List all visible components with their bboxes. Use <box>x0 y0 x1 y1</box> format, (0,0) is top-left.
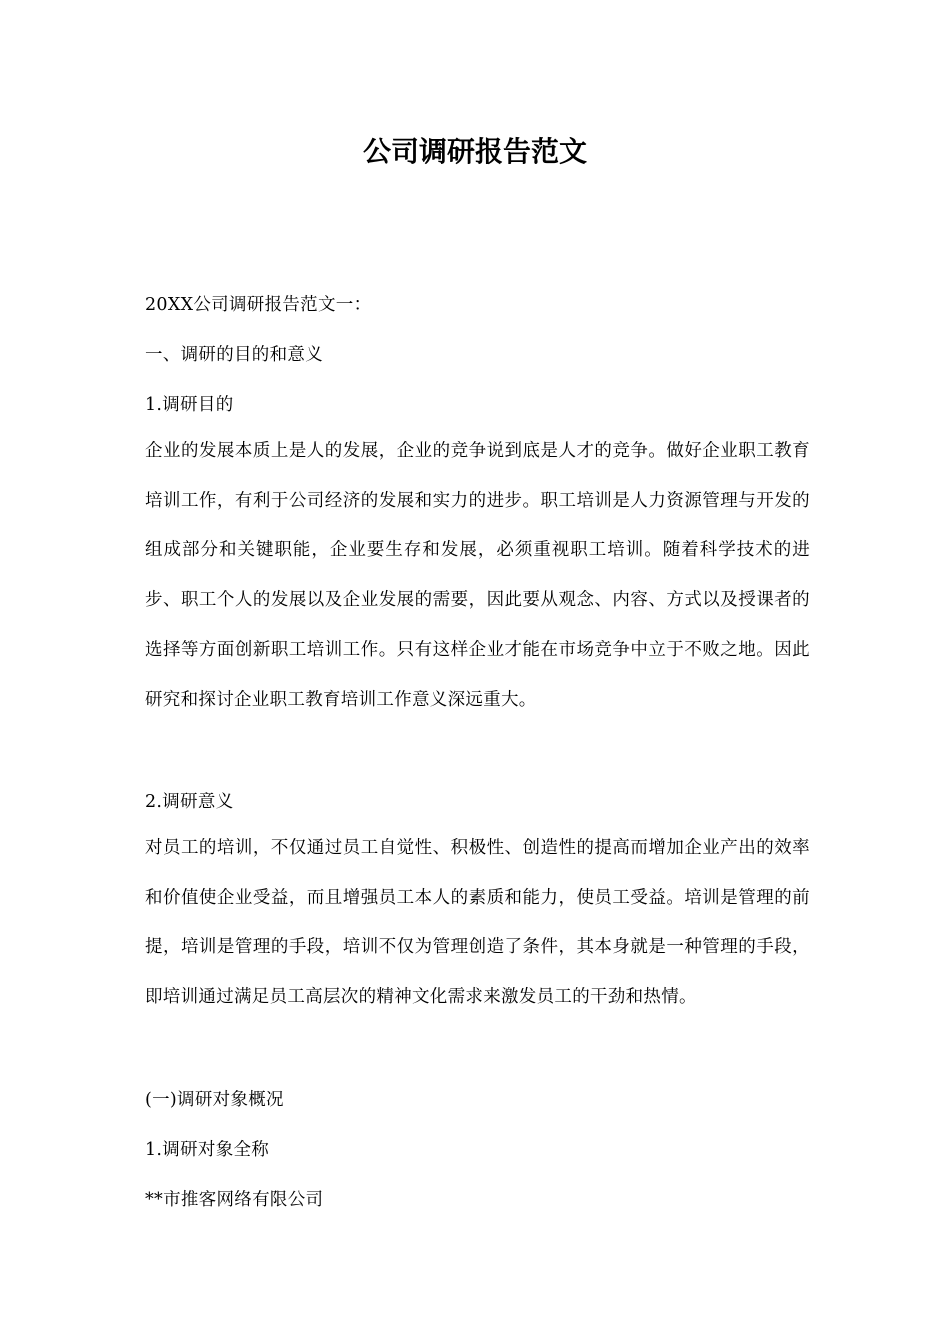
section-heading-subject-overview: (一)调研对象概况 <box>145 1090 284 1110</box>
company-name: **市推客网络有限公司 <box>145 1190 324 1210</box>
subsection-heading-purpose: 1.调研目的 <box>145 395 234 415</box>
paragraph-significance: 对员工的培训，不仅通过员工自觉性、积极性、创造性的提高而增加企业产出的效率和价值使企业受益，而且增强员工本人的素质和能力，使员工受益。培训是管理的前提，培训是管理的手段，培训不仅为管理创造了条件，其本身就是一种管理的手段，即培训通过满足员工高层次的精神文化需求来激发员工的干劲和热情。 <box>145 838 810 1008</box>
report-subtitle: 20XX公司调研报告范文一： <box>145 295 372 315</box>
section-heading-purpose-significance: 一、调研的目的和意义 <box>145 345 323 365</box>
paragraph-purpose: 企业的发展本质上是人的发展，企业的竞争说到底是人才的竞争。做好企业职工教育培训工作，有利于公司经济的发展和实力的进步。职工培训是人力资源管理与开发的组成部分和关键职能，企业要生存和发展，必须重视职工培训。随着科学技术的进步、职工个人的发展以及企业发展的需要，因此要从观念、内容、方式以及授课者的选择等方面创新职工培训工作。只有这样企业才能在市场竞争中立于不败之地。因此研究和探讨企业职工教育培训工作意义深远重大。 <box>145 441 810 710</box>
subsection-heading-subject-name: 1.调研对象全称 <box>145 1140 270 1160</box>
document-title: 公司调研报告范文 <box>362 135 587 168</box>
subsection-heading-significance: 2.调研意义 <box>145 792 234 812</box>
